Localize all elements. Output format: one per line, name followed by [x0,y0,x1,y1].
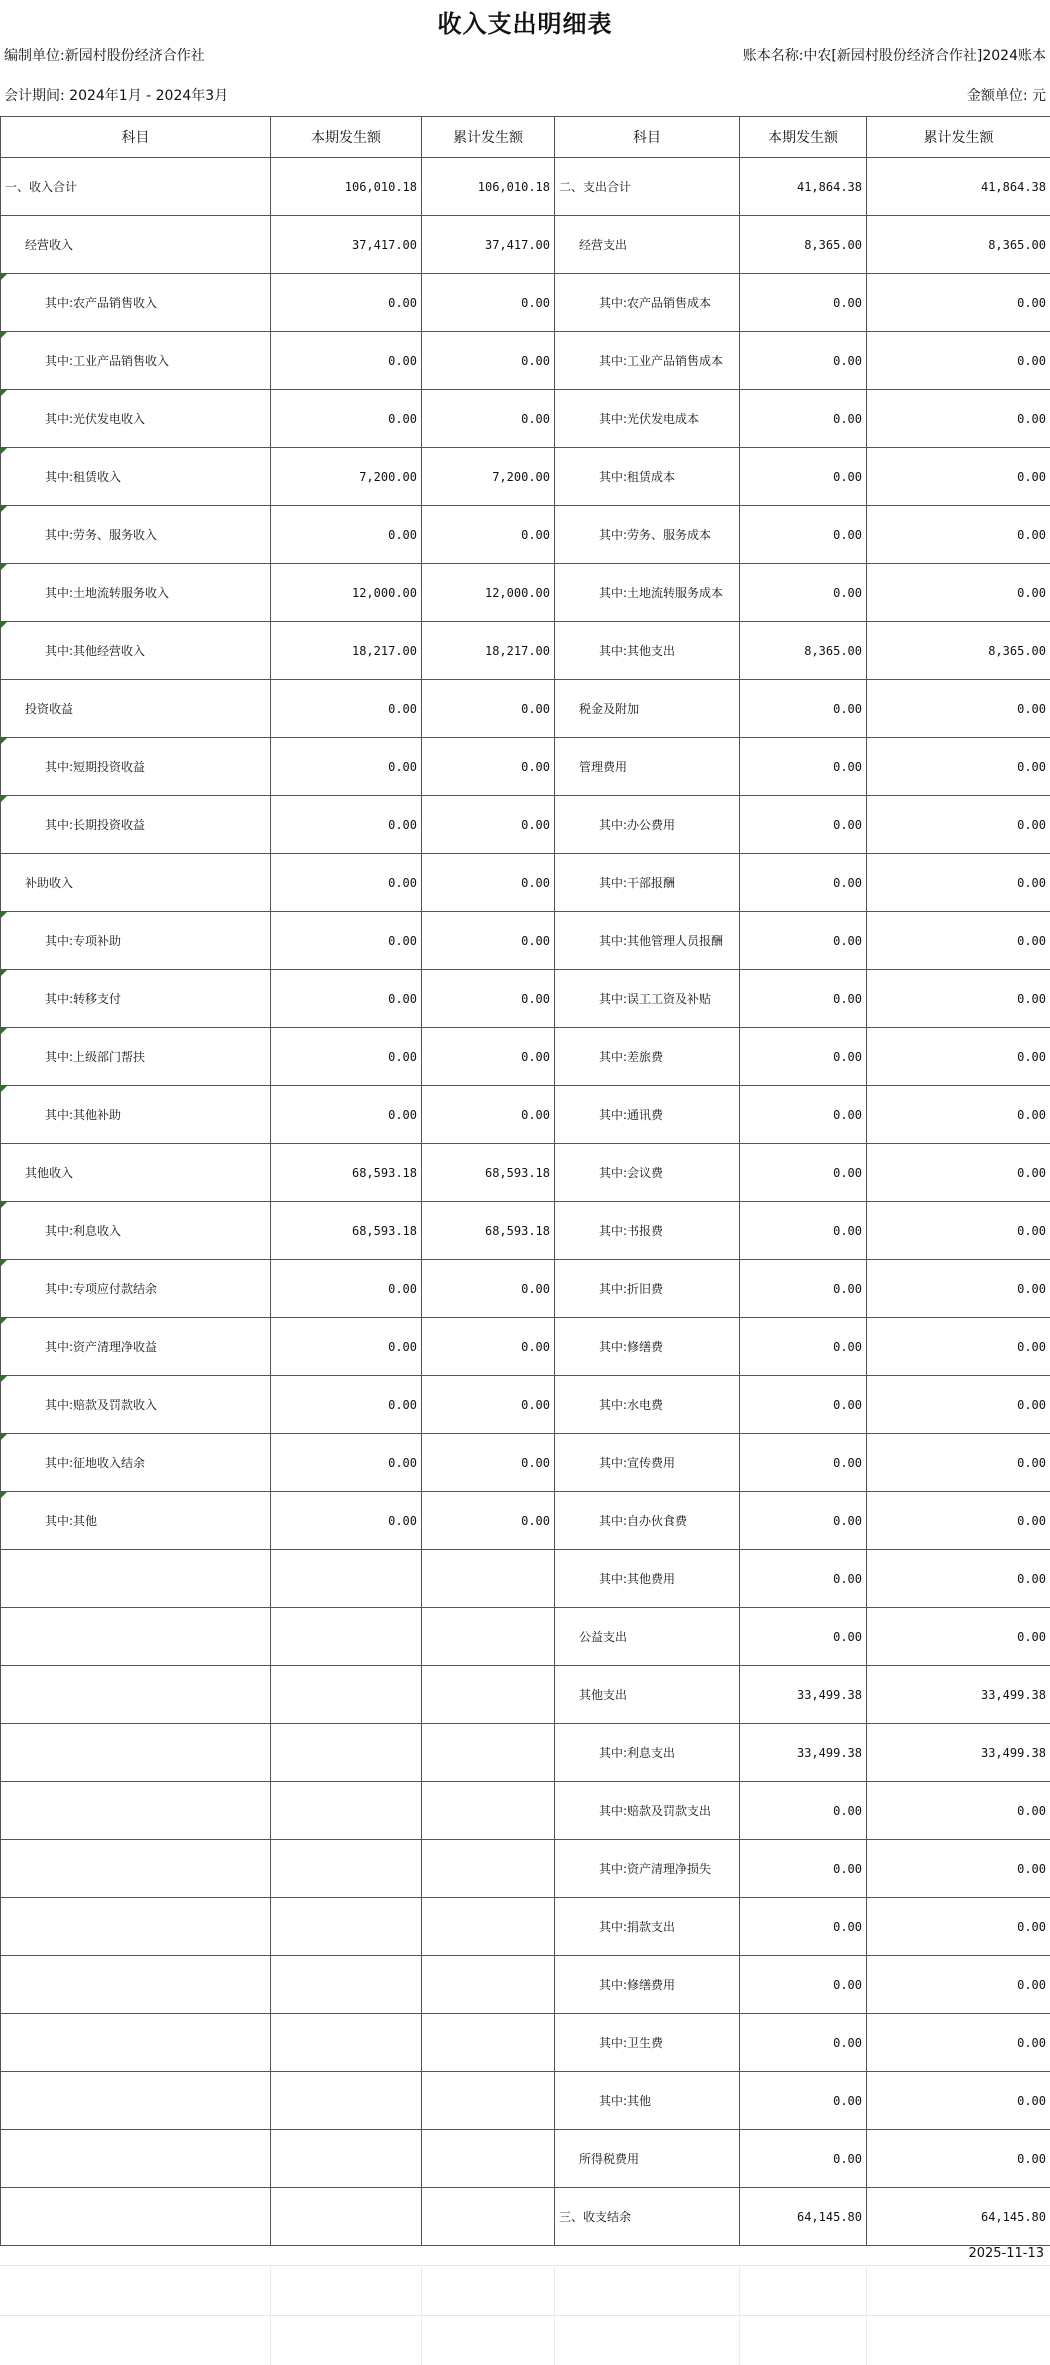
expense-subject-cell: 其中:光伏发电成本 [555,390,740,448]
expense-cumulative-amount: 0.00 [867,1086,1050,1144]
expense-cumulative-amount: 0.00 [867,2130,1050,2188]
expense-subject-cell: 公益支出 [555,1608,740,1666]
expense-cumulative-amount: 0.00 [867,332,1050,390]
expense-current-amount: 0.00 [740,738,867,796]
expense-subject-cell: 其中:其他费用 [555,1550,740,1608]
expense-current-amount: 0.00 [740,912,867,970]
expense-cumulative-amount: 0.00 [867,1608,1050,1666]
expense-subject-cell: 其中:其他支出 [555,622,740,680]
expense-cumulative-amount: 0.00 [867,1144,1050,1202]
table-row [1,1898,1050,1956]
income-cumulative-amount [422,1550,555,1608]
expense-current-amount: 0.00 [740,2072,867,2130]
expense-subject-cell: 其中:宣传费用 [555,1434,740,1492]
expense-subject-cell: 其中:修缮费 [555,1318,740,1376]
expense-cumulative-amount: 8,365.00 [867,216,1050,274]
expense-cumulative-amount: 41,864.38 [867,158,1050,216]
expense-cumulative-amount: 0.00 [867,564,1050,622]
income-current-amount: 0.00 [271,738,422,796]
income-subject-cell [1,2188,271,2246]
expense-current-amount: 0.00 [740,448,867,506]
expense-subject-cell: 其中:会议费 [555,1144,740,1202]
income-current-amount: 0.00 [271,332,422,390]
income-subject-cell: 其中:赔款及罚款收入 [1,1376,271,1434]
income-subject-cell: 其中:工业产品销售收入 [1,332,271,390]
expense-current-amount: 8,365.00 [740,216,867,274]
income-current-amount: 0.00 [271,1086,422,1144]
report-title: 收入支出明细表 [437,10,613,38]
expense-current-amount: 8,365.00 [740,622,867,680]
expense-cumulative-amount: 0.00 [867,680,1050,738]
income-cumulative-amount [422,1666,555,1724]
table-row [1,448,1050,506]
header-expense-subject: 科目 [555,117,740,158]
expense-subject-cell: 其中:租赁成本 [555,448,740,506]
income-cumulative-amount [422,1724,555,1782]
income-current-amount: 0.00 [271,1492,422,1550]
income-subject-cell: 其中:其他经营收入 [1,622,271,680]
income-current-amount [271,2072,422,2130]
income-subject-cell: 其中:租赁收入 [1,448,271,506]
income-cumulative-amount [422,2072,555,2130]
header-income-cumulative: 累计发生额 [422,117,555,158]
expense-subject-cell: 其中:通讯费 [555,1086,740,1144]
expense-subject-cell: 三、收支结余 [555,2188,740,2246]
income-current-amount: 18,217.00 [271,622,422,680]
table-row [1,1260,1050,1318]
blank-grid-area [0,2265,1050,2365]
expense-current-amount: 0.00 [740,1318,867,1376]
table-row [1,216,1050,274]
income-current-amount: 0.00 [271,390,422,448]
income-cumulative-amount [422,1956,555,2014]
income-current-amount [271,1898,422,1956]
expense-current-amount: 0.00 [740,1376,867,1434]
expense-subject-cell: 其中:书报费 [555,1202,740,1260]
income-cumulative-amount: 0.00 [422,1318,555,1376]
expense-current-amount: 33,499.38 [740,1666,867,1724]
expense-cumulative-amount: 0.00 [867,1898,1050,1956]
expense-current-amount: 0.00 [740,970,867,1028]
income-current-amount [271,1956,422,2014]
income-cumulative-amount: 106,010.18 [422,158,555,216]
table-row [1,1724,1050,1782]
accounting-period: 会计期间: 2024年1月 - 2024年3月 [4,88,229,104]
income-current-amount: 0.00 [271,970,422,1028]
income-cumulative-amount: 68,593.18 [422,1202,555,1260]
table-row [1,1028,1050,1086]
expense-current-amount: 0.00 [740,1144,867,1202]
table-row [1,1144,1050,1202]
income-subject-cell: 其中:专项补助 [1,912,271,970]
expense-subject-cell: 其中:农产品销售成本 [555,274,740,332]
income-expense-table [0,116,1050,2246]
income-current-amount [271,2188,422,2246]
currency-unit: 金额单位: 元 [966,88,1046,104]
income-current-amount [271,1550,422,1608]
expense-subject-cell: 其中:差旅费 [555,1028,740,1086]
income-subject-cell: 其中:短期投资收益 [1,738,271,796]
expense-cumulative-amount: 0.00 [867,506,1050,564]
table-row [1,332,1050,390]
expense-subject-cell: 其中:劳务、服务成本 [555,506,740,564]
expense-cumulative-amount: 0.00 [867,1782,1050,1840]
expense-cumulative-amount: 0.00 [867,738,1050,796]
income-subject-cell: 其中:转移支付 [1,970,271,1028]
expense-current-amount: 0.00 [740,2014,867,2072]
expense-cumulative-amount: 0.00 [867,1956,1050,2014]
table-row [1,1666,1050,1724]
expense-subject-cell: 其中:捐款支出 [555,1898,740,1956]
income-cumulative-amount: 0.00 [422,1492,555,1550]
expense-current-amount: 0.00 [740,332,867,390]
table-row [1,1956,1050,2014]
income-current-amount [271,2014,422,2072]
income-current-amount: 0.00 [271,854,422,912]
expense-current-amount: 0.00 [740,1782,867,1840]
expense-current-amount: 0.00 [740,2130,867,2188]
income-current-amount: 0.00 [271,680,422,738]
table-row [1,680,1050,738]
income-subject-cell: 其他收入 [1,1144,271,1202]
income-cumulative-amount: 0.00 [422,1086,555,1144]
table-row [1,854,1050,912]
income-current-amount: 68,593.18 [271,1202,422,1260]
income-cumulative-amount: 0.00 [422,970,555,1028]
income-current-amount [271,1840,422,1898]
income-cumulative-amount: 0.00 [422,796,555,854]
income-subject-cell [1,1724,271,1782]
compiling-unit: 编制单位:新园村股份经济合作社 [4,48,205,64]
expense-cumulative-amount: 0.00 [867,796,1050,854]
expense-subject-cell: 其中:工业产品销售成本 [555,332,740,390]
income-subject-cell [1,2130,271,2188]
expense-cumulative-amount: 0.00 [867,1260,1050,1318]
table-row [1,622,1050,680]
ledger-name: 账本名称:中农[新园村股份经济合作社]2024账本 [742,48,1046,64]
income-current-amount: 12,000.00 [271,564,422,622]
expense-current-amount: 0.00 [740,564,867,622]
table-row [1,1492,1050,1550]
income-cumulative-amount: 0.00 [422,1376,555,1434]
income-subject-cell: 投资收益 [1,680,271,738]
expense-current-amount: 0.00 [740,854,867,912]
income-subject-cell [1,1608,271,1666]
expense-cumulative-amount: 0.00 [867,2072,1050,2130]
header-income-subject: 科目 [1,117,271,158]
income-subject-cell: 其中:专项应付款结余 [1,1260,271,1318]
table-row [1,970,1050,1028]
expense-cumulative-amount: 0.00 [867,1202,1050,1260]
table-row [1,1840,1050,1898]
table-row [1,2072,1050,2130]
income-current-amount: 0.00 [271,796,422,854]
expense-current-amount: 41,864.38 [740,158,867,216]
income-subject-cell: 其中:上级部门帮扶 [1,1028,271,1086]
income-subject-cell [1,1666,271,1724]
income-cumulative-amount [422,1608,555,1666]
income-cumulative-amount [422,2130,555,2188]
expense-current-amount: 0.00 [740,1550,867,1608]
expense-current-amount: 64,145.80 [740,2188,867,2246]
income-current-amount: 0.00 [271,1434,422,1492]
expense-subject-cell: 其中:修缮费用 [555,1956,740,2014]
table-row [1,738,1050,796]
expense-current-amount: 33,499.38 [740,1724,867,1782]
table-row [1,1086,1050,1144]
table-row [1,564,1050,622]
income-cumulative-amount [422,2014,555,2072]
income-cumulative-amount [422,1840,555,1898]
expense-subject-cell: 其中:卫生费 [555,2014,740,2072]
income-subject-cell [1,1782,271,1840]
expense-cumulative-amount: 0.00 [867,1376,1050,1434]
income-cumulative-amount [422,1898,555,1956]
table-row [1,1318,1050,1376]
income-cumulative-amount: 0.00 [422,274,555,332]
income-cumulative-amount [422,2188,555,2246]
table-row [1,506,1050,564]
expense-subject-cell: 所得税费用 [555,2130,740,2188]
expense-cumulative-amount: 0.00 [867,1028,1050,1086]
income-subject-cell: 一、收入合计 [1,158,271,216]
table-row [1,1376,1050,1434]
expense-current-amount: 0.00 [740,1492,867,1550]
expense-current-amount: 0.00 [740,506,867,564]
income-cumulative-amount: 0.00 [422,854,555,912]
table-header-row [1,117,1050,158]
expense-current-amount: 0.00 [740,274,867,332]
income-cumulative-amount: 0.00 [422,1434,555,1492]
expense-subject-cell: 税金及附加 [555,680,740,738]
expense-subject-cell: 其中:土地流转服务成本 [555,564,740,622]
expense-current-amount: 0.00 [740,680,867,738]
expense-subject-cell: 管理费用 [555,738,740,796]
income-subject-cell: 其中:征地收入结余 [1,1434,271,1492]
expense-subject-cell: 其中:其他 [555,2072,740,2130]
expense-current-amount: 0.00 [740,1608,867,1666]
income-current-amount: 0.00 [271,1260,422,1318]
expense-current-amount: 0.00 [740,1840,867,1898]
expense-cumulative-amount: 0.00 [867,390,1050,448]
table-row [1,1608,1050,1666]
expense-current-amount: 0.00 [740,796,867,854]
income-subject-cell: 经营收入 [1,216,271,274]
expense-subject-cell: 其中:自办伙食费 [555,1492,740,1550]
income-current-amount: 0.00 [271,274,422,332]
expense-cumulative-amount: 64,145.80 [867,2188,1050,2246]
table-row [1,1550,1050,1608]
expense-cumulative-amount: 0.00 [867,1318,1050,1376]
income-subject-cell [1,2014,271,2072]
income-cumulative-amount: 0.00 [422,912,555,970]
expense-cumulative-amount: 8,365.00 [867,622,1050,680]
expense-subject-cell: 其中:水电费 [555,1376,740,1434]
expense-current-amount: 0.00 [740,1028,867,1086]
table-row [1,912,1050,970]
table-row [1,2130,1050,2188]
table-row [1,1434,1050,1492]
expense-cumulative-amount: 0.00 [867,1434,1050,1492]
income-cumulative-amount: 0.00 [422,1028,555,1086]
income-cumulative-amount: 0.00 [422,1260,555,1318]
income-subject-cell: 补助收入 [1,854,271,912]
income-current-amount [271,1724,422,1782]
table-row [1,1782,1050,1840]
table-row [1,2188,1050,2246]
table-row [1,158,1050,216]
income-current-amount [271,1666,422,1724]
expense-cumulative-amount: 0.00 [867,274,1050,332]
income-subject-cell [1,1550,271,1608]
expense-current-amount: 0.00 [740,1086,867,1144]
expense-current-amount: 0.00 [740,390,867,448]
income-cumulative-amount: 37,417.00 [422,216,555,274]
expense-current-amount: 0.00 [740,1956,867,2014]
income-current-amount: 37,417.00 [271,216,422,274]
income-cumulative-amount: 12,000.00 [422,564,555,622]
income-current-amount: 0.00 [271,912,422,970]
income-current-amount: 0.00 [271,1318,422,1376]
income-subject-cell: 其中:其他 [1,1492,271,1550]
expense-subject-cell: 其中:干部报酬 [555,854,740,912]
income-cumulative-amount: 0.00 [422,332,555,390]
income-subject-cell: 其中:其他补助 [1,1086,271,1144]
income-cumulative-amount: 0.00 [422,390,555,448]
income-cumulative-amount: 68,593.18 [422,1144,555,1202]
expense-cumulative-amount: 33,499.38 [867,1724,1050,1782]
income-subject-cell: 其中:劳务、服务收入 [1,506,271,564]
expense-subject-cell: 其中:办公费用 [555,796,740,854]
income-subject-cell [1,2072,271,2130]
expense-subject-cell: 其中:误工工资及补贴 [555,970,740,1028]
table-row [1,274,1050,332]
income-subject-cell: 其中:利息收入 [1,1202,271,1260]
expense-subject-cell: 二、支出合计 [555,158,740,216]
expense-current-amount: 0.00 [740,1260,867,1318]
expense-subject-cell: 其中:资产清理净损失 [555,1840,740,1898]
expense-current-amount: 0.00 [740,1898,867,1956]
income-current-amount: 0.00 [271,506,422,564]
income-current-amount: 68,593.18 [271,1144,422,1202]
expense-subject-cell: 其中:利息支出 [555,1724,740,1782]
table-row [1,2014,1050,2072]
income-subject-cell: 其中:农产品销售收入 [1,274,271,332]
expense-cumulative-amount: 0.00 [867,1550,1050,1608]
header-income-current: 本期发生额 [271,117,422,158]
income-current-amount: 106,010.18 [271,158,422,216]
expense-current-amount: 0.00 [740,1434,867,1492]
income-current-amount: 7,200.00 [271,448,422,506]
income-subject-cell: 其中:长期投资收益 [1,796,271,854]
income-cumulative-amount [422,1782,555,1840]
income-cumulative-amount: 18,217.00 [422,622,555,680]
expense-cumulative-amount: 0.00 [867,1840,1050,1898]
expense-cumulative-amount: 0.00 [867,448,1050,506]
expense-subject-cell: 其中:其他管理人员报酬 [555,912,740,970]
income-cumulative-amount: 0.00 [422,738,555,796]
header-expense-cumulative: 累计发生额 [867,117,1050,158]
print-date: 2025-11-13 [968,2246,1044,2261]
income-subject-cell [1,1840,271,1898]
expense-subject-cell: 其中:赔款及罚款支出 [555,1782,740,1840]
income-subject-cell: 其中:土地流转服务收入 [1,564,271,622]
income-subject-cell: 其中:光伏发电收入 [1,390,271,448]
expense-cumulative-amount: 0.00 [867,912,1050,970]
header-expense-current: 本期发生额 [740,117,867,158]
income-cumulative-amount: 7,200.00 [422,448,555,506]
income-current-amount [271,2130,422,2188]
income-cumulative-amount: 0.00 [422,506,555,564]
income-subject-cell: 其中:资产清理净收益 [1,1318,271,1376]
income-current-amount: 0.00 [271,1376,422,1434]
expense-current-amount: 0.00 [740,1202,867,1260]
income-current-amount [271,1608,422,1666]
table-row [1,1202,1050,1260]
table-row [1,390,1050,448]
income-current-amount: 0.00 [271,1028,422,1086]
expense-subject-cell: 经营支出 [555,216,740,274]
expense-cumulative-amount: 33,499.38 [867,1666,1050,1724]
expense-cumulative-amount: 0.00 [867,854,1050,912]
table-row [1,796,1050,854]
expense-cumulative-amount: 0.00 [867,2014,1050,2072]
expense-subject-cell: 其他支出 [555,1666,740,1724]
expense-subject-cell: 其中:折旧费 [555,1260,740,1318]
income-subject-cell [1,1898,271,1956]
income-current-amount [271,1782,422,1840]
expense-cumulative-amount: 0.00 [867,970,1050,1028]
income-cumulative-amount: 0.00 [422,680,555,738]
income-subject-cell [1,1956,271,2014]
expense-cumulative-amount: 0.00 [867,1492,1050,1550]
